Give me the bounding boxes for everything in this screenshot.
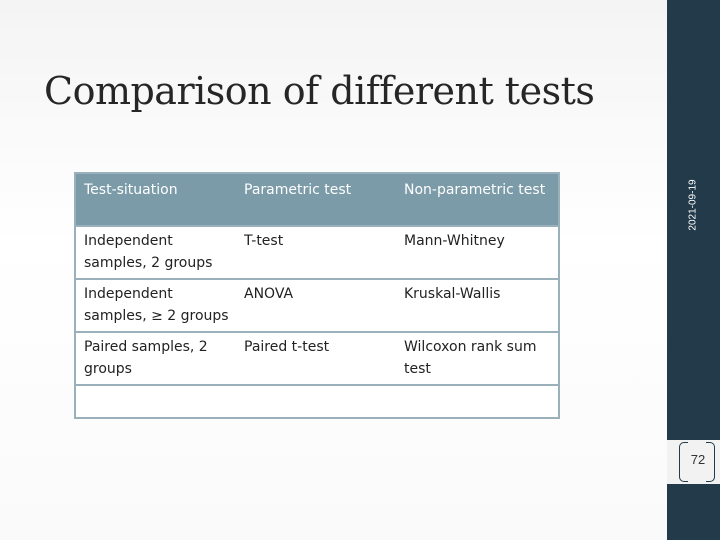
table-row-empty <box>76 385 558 417</box>
header-test-situation: Test-situation <box>76 174 236 226</box>
table-row <box>76 279 558 332</box>
tests-comparison-table <box>76 174 558 417</box>
table-row <box>76 332 558 385</box>
table-cell: T-test <box>236 226 396 279</box>
table-header-row <box>76 174 558 226</box>
table-row <box>76 226 558 279</box>
page-number-badge <box>667 440 720 484</box>
date-label: 2021-09-19 <box>687 179 699 231</box>
slide-title: Comparison of different tests <box>44 69 595 114</box>
table-cell <box>236 385 396 417</box>
table-cell: Paired samples, 2 groups <box>76 332 236 385</box>
right-bracket-icon <box>706 442 715 482</box>
table-cell: ANOVA <box>236 279 396 332</box>
table-cell <box>396 385 558 417</box>
header-non-parametric-test: Non-parametric test <box>396 174 558 226</box>
table-cell: Independent samples, 2 groups <box>76 226 236 279</box>
table-cell: Wilcoxon rank sum test <box>396 332 558 385</box>
page-number: 72 <box>690 452 706 467</box>
table-cell: Mann-Whitney <box>396 226 558 279</box>
table-cell: Kruskal-Wallis <box>396 279 558 332</box>
table-cell: Independent samples, ≥ 2 groups <box>76 279 236 332</box>
table-cell: Paired t-test <box>236 332 396 385</box>
table-cell <box>76 385 236 417</box>
header-parametric-test: Parametric test <box>236 174 396 226</box>
